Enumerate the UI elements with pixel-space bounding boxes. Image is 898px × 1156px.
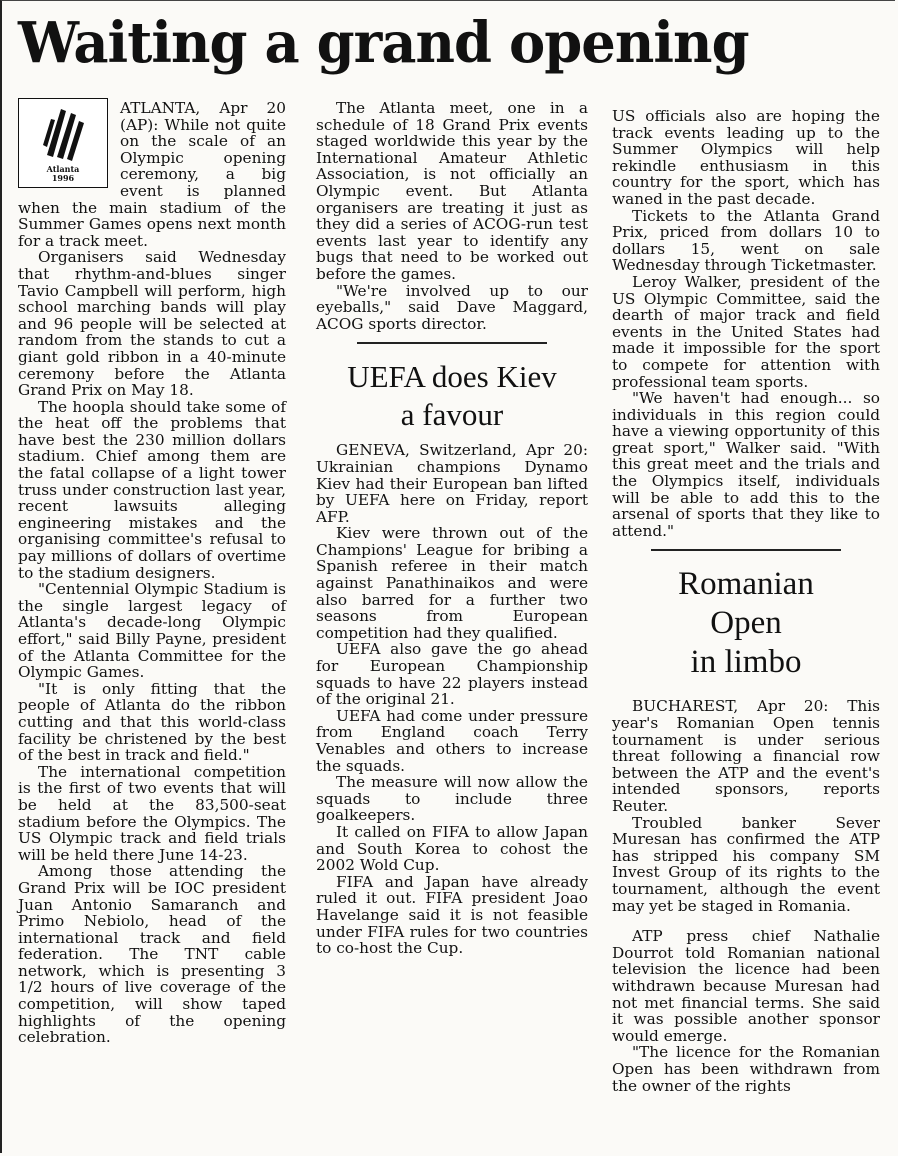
- article2-paragraph: UEFA also gave the go ahead for European Championship squads to have 22 players instead of the original 21.: [316, 640, 588, 709]
- logo-text-city: Atlanta: [46, 164, 80, 174]
- article1-paragraph: The international competition is the first of two events that will be held at the 83,500-seat stadium before the Olympics. The US Olympic track and field trials will be held there June 14-23.: [18, 762, 286, 864]
- article1-paragraph: Leroy Walker, president of the US Olympic Committee, said the dearth of major track and field events in the United States had made it impossible for the sport to compete for attention with professional team sports.: [612, 272, 880, 391]
- article1-paragraph: "We haven't had enough... so individuals in this region could have a viewing opportunity of this great sport," Walker said. "With this great meet and the trials and the Olympics itself, individuals will be able to add this to the arsenal of sports that they like to attend.": [612, 389, 880, 540]
- article2-headline-line2: a favour: [400, 397, 504, 433]
- article1-paragraph: "Centennial Olympic Stadium is the single largest legacy of Atlanta's decade-long Olympic effort," said Billy Payne, president of the Atlanta Committee for the Olympic Games.: [18, 580, 286, 682]
- paragraph-gap: [612, 914, 880, 928]
- article2-paragraph: The measure will now allow the squads to include three goalkeepers.: [316, 773, 588, 825]
- article3-headline-line2: Open: [710, 605, 782, 642]
- section-divider: [357, 342, 547, 344]
- article1-paragraph: Tickets to the Atlanta Grand Prix, priced from dollars 10 to dollars 15, went on sale Wednesday through Ticketmaster.: [612, 206, 880, 275]
- article1-paragraph: "It is only fitting that the people of Atlanta do the ribbon cutting and that this world-class facility be christened by the best of the best in track and field.": [18, 679, 286, 765]
- section-divider: [651, 549, 841, 551]
- article1-paragraph: Among those attending the Grand Prix will be IOC president Juan Antonio Samaranch and Primo Nebiolo, head of the international track and field federation. The TNT cable network, which is presenting 3 1/2 hours of live coverage of the competition, will show taped highlights of the opening celebration.: [18, 862, 286, 1047]
- article3-headline-line1: Romanian: [678, 566, 814, 603]
- column-3: [612, 108, 880, 1094]
- article2-headline-line1: UEFA does Kiev: [347, 359, 557, 395]
- article3-headline-line3: in limbo: [690, 644, 802, 681]
- article1-paragraph: The hoopla should take some of the heat off the problems that have best the 230 million dollars stadium. Chief among them are the fatal collapse of a light tower truss under construction last year, recent lawsuits alleging engineering mistakes and the organising committee's refusal to pay millions of dollars of overtime to the stadium designers.: [18, 397, 286, 582]
- atlanta-1996-logo: [18, 98, 108, 188]
- article2-paragraph: GENEVA, Switzerland, Apr 20: Ukrainian champions Dynamo Kiev had their European ban lifted by UEFA here on Friday, report AFP.: [316, 441, 588, 526]
- article3-paragraph: ATP press chief Nathalie Dourrot told Romanian national television the licence had been withdrawn because Muresan had not met financial terms. She said it was possible another sponsor would emerge.: [612, 927, 880, 1045]
- column-1: [18, 100, 286, 1046]
- article2-paragraph: UEFA had come under pressure from England coach Terry Venables and others to increase the squads.: [316, 706, 588, 775]
- article1-paragraph: The Atlanta meet, one in a schedule of 18 Grand Prix events staged worldwide this year by the International Amateur Athletic Association, is not officially an Olympic event. But Atlanta organisers are treating it just as they did a series of ACOG-run test events last year to identify any bugs that need to be worked out before the games.: [316, 99, 588, 283]
- article3-headline: [612, 565, 880, 682]
- article2-headline: [316, 358, 588, 434]
- article2-paragraph: FIFA and Japan have already ruled it out. FIFA president Joao Havelange said it is not feasible under FIFA rules for two countries to co-host the Cup.: [316, 872, 588, 958]
- article1-dateline: ATLANTA, Apr 20 (AP): While not quite on the scale of an Olympic opening ceremony, a big event is planned when the main stadium of the Summer Games opens next month for a track meet.: [18, 99, 286, 250]
- article1-paragraph: "We're involved up to our eyeballs," said Dave Maggard, ACOG sports director.: [316, 281, 588, 333]
- article3-paragraph: BUCHAREST, Apr 20: This year's Romanian Open tennis tournament is under serious threat following a financial row between the ATP and the event's intended sponsors, reports Reuter.: [612, 697, 880, 815]
- article2-paragraph: It called on FIFA to allow Japan and South Korea to cohost the 2002 Wold Cup.: [316, 822, 588, 875]
- olympic-torch-icon: [39, 105, 89, 163]
- column-2: [316, 100, 588, 957]
- article3-paragraph: Troubled banker Sever Muresan has confirmed the ATP has stripped his company SM Invest Group of its rights to the tournament, although the event may yet be staged in Romania.: [612, 813, 880, 915]
- article3-paragraph: "The licence for the Romanian Open has been withdrawn from the owner of the rights: [612, 1043, 880, 1095]
- article2-paragraph: Kiev were thrown out of the Champions' League for bribing a Spanish referee in their match against Panathinaikos and were also barred for a further two seasons from European competition had they qualified.: [316, 524, 588, 642]
- article1-paragraph: Organisers said Wednesday that rhythm-and-blues singer Tavio Campbell will perform, high school marching bands will play and 96 people will be selected at random from the stands to cut a giant gold ribbon in a 40-minute ceremony before the Atlanta Grand Prix on May 18.: [18, 248, 286, 400]
- logo-text-year: 1996: [51, 173, 75, 183]
- headline: Waiting a grand opening: [18, 10, 749, 76]
- article1-paragraph: US officials also are hoping the track events leading up to the Summer Olympics will help rekindle enthusiasm in this country for the sport, which has waned in the past decade.: [612, 107, 880, 208]
